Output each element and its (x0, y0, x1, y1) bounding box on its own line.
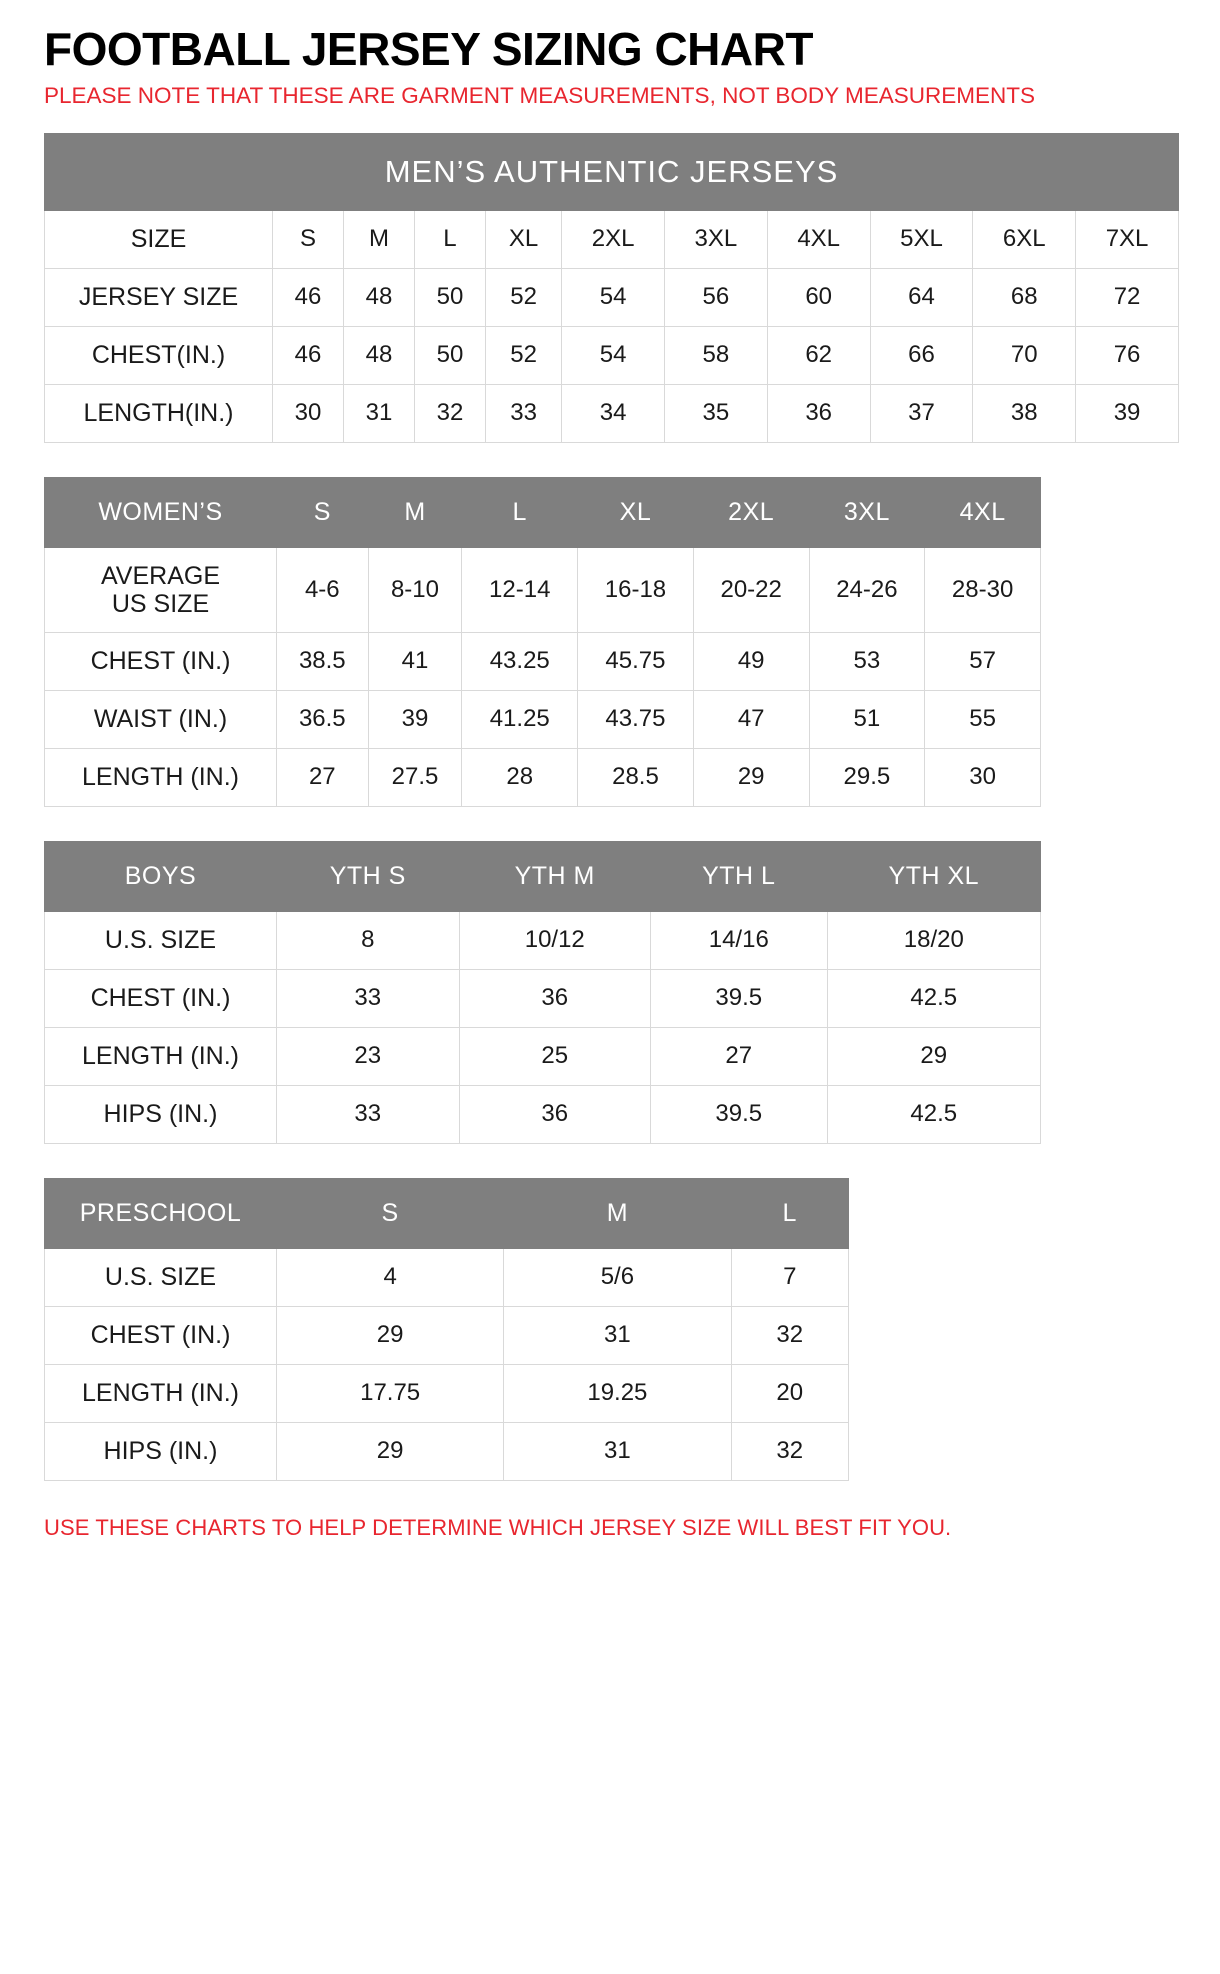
boys-cell: 27 (650, 1027, 827, 1085)
table-row (45, 1248, 849, 1306)
boys-cell: 36 (459, 969, 650, 1027)
boys-cell: 36 (459, 1085, 650, 1143)
preschool-cell: 7 (731, 1248, 849, 1306)
women-row-label: LENGTH (IN.) (45, 748, 277, 806)
footer-note: USE THESE CHARTS TO HELP DETERMINE WHICH JERSEY SIZE WILL BEST FIT YOU. (44, 1514, 952, 1540)
mens-sizing-table (44, 133, 1179, 443)
preschool-cell: 32 (731, 1306, 849, 1364)
preschool-cell: 32 (731, 1422, 849, 1480)
women-cell: 29 (693, 748, 809, 806)
table-row (45, 841, 1041, 911)
men-cell: 30 (273, 384, 344, 442)
men-cell: 72 (1076, 268, 1179, 326)
men-cell: 58 (665, 326, 768, 384)
women-size-header: XL (578, 477, 694, 547)
table-row (45, 1085, 1041, 1143)
women-size-header: S (277, 477, 369, 547)
mens-size-label: SIZE (45, 210, 273, 268)
men-cell: 31 (343, 384, 414, 442)
preschool-table-body (45, 1178, 849, 1480)
table-row (45, 210, 1179, 268)
women-cell: 53 (809, 632, 925, 690)
men-cell: 70 (973, 326, 1076, 384)
men-size-header: L (414, 210, 485, 268)
mens-banner: MEN’S AUTHENTIC JERSEYS (45, 133, 1179, 210)
men-cell: 54 (562, 326, 665, 384)
men-cell: 62 (767, 326, 870, 384)
women-cell: 8-10 (368, 547, 462, 632)
boys-row-label: U.S. SIZE (45, 911, 277, 969)
men-cell: 33 (485, 384, 561, 442)
boys-row-label: LENGTH (IN.) (45, 1027, 277, 1085)
men-size-header: 3XL (665, 210, 768, 268)
boys-cell: 39.5 (650, 969, 827, 1027)
men-size-header: M (343, 210, 414, 268)
table-row (45, 1178, 849, 1248)
men-cell: 34 (562, 384, 665, 442)
men-size-header: 7XL (1076, 210, 1179, 268)
women-cell: 51 (809, 690, 925, 748)
women-cell: 41.25 (462, 690, 578, 748)
table-row (45, 384, 1179, 442)
boys-cell: 42.5 (827, 1085, 1040, 1143)
boys-size-header: YTH M (459, 841, 650, 911)
womens-table-body (45, 477, 1041, 806)
women-cell: 38.5 (277, 632, 369, 690)
preschool-cell: 29 (277, 1422, 504, 1480)
women-cell: 57 (925, 632, 1041, 690)
mens-table-body (45, 133, 1179, 442)
table-row (45, 326, 1179, 384)
women-cell: 43.75 (578, 690, 694, 748)
men-row-label: JERSEY SIZE (45, 268, 273, 326)
boys-size-header: YTH L (650, 841, 827, 911)
women-size-header: L (462, 477, 578, 547)
table-row (45, 1364, 849, 1422)
boys-cell: 33 (277, 1085, 460, 1143)
table-row (45, 1306, 849, 1364)
boys-size-header: YTH XL (827, 841, 1040, 911)
men-cell: 46 (273, 268, 344, 326)
women-cell: 30 (925, 748, 1041, 806)
men-cell: 54 (562, 268, 665, 326)
men-cell: 68 (973, 268, 1076, 326)
boys-table-body (45, 841, 1041, 1143)
men-cell: 35 (665, 384, 768, 442)
boys-cell: 42.5 (827, 969, 1040, 1027)
men-cell: 32 (414, 384, 485, 442)
men-cell: 48 (343, 268, 414, 326)
women-cell: 4-6 (277, 547, 369, 632)
preschool-sizing-table (44, 1178, 849, 1481)
women-size-header: M (368, 477, 462, 547)
measurement-note: PLEASE NOTE THAT THESE ARE GARMENT MEASUREMENTS, NOT BODY MEASUREMENTS (44, 83, 1036, 108)
men-cell: 50 (414, 268, 485, 326)
boys-cell: 14/16 (650, 911, 827, 969)
preschool-row-label: U.S. SIZE (45, 1248, 277, 1306)
preschool-size-header: L (731, 1178, 849, 1248)
boys-cell: 18/20 (827, 911, 1040, 969)
men-cell: 56 (665, 268, 768, 326)
table-row (45, 632, 1041, 690)
table-row (45, 133, 1179, 210)
preschool-cell: 20 (731, 1364, 849, 1422)
preschool-cell: 19.25 (504, 1364, 731, 1422)
men-cell: 38 (973, 384, 1076, 442)
boys-cell: 23 (277, 1027, 460, 1085)
boys-header-label: BOYS (45, 841, 277, 911)
boys-row-label: CHEST (IN.) (45, 969, 277, 1027)
boys-cell: 39.5 (650, 1085, 827, 1143)
boys-cell: 10/12 (459, 911, 650, 969)
preschool-size-header: M (504, 1178, 731, 1248)
women-cell: 41 (368, 632, 462, 690)
women-cell: 43.25 (462, 632, 578, 690)
women-cell: 27.5 (368, 748, 462, 806)
women-row-label: AVERAGE US SIZE (45, 547, 277, 632)
table-row (45, 748, 1041, 806)
boys-sizing-table (44, 841, 1041, 1144)
women-cell: 39 (368, 690, 462, 748)
men-cell: 60 (767, 268, 870, 326)
men-size-header: 6XL (973, 210, 1076, 268)
preschool-size-header: S (277, 1178, 504, 1248)
table-row (45, 477, 1041, 547)
women-cell: 55 (925, 690, 1041, 748)
women-cell: 28-30 (925, 547, 1041, 632)
women-size-header: 3XL (809, 477, 925, 547)
preschool-cell: 4 (277, 1248, 504, 1306)
women-size-header: 4XL (925, 477, 1041, 547)
table-row (45, 969, 1041, 1027)
boys-row-label: HIPS (IN.) (45, 1085, 277, 1143)
table-row (45, 911, 1041, 969)
men-cell: 52 (485, 326, 561, 384)
preschool-row-label: HIPS (IN.) (45, 1422, 277, 1480)
men-size-header: 2XL (562, 210, 665, 268)
table-row (45, 1422, 849, 1480)
preschool-cell: 29 (277, 1306, 504, 1364)
men-cell: 64 (870, 268, 973, 326)
womens-header-label: WOMEN’S (45, 477, 277, 547)
women-cell: 20-22 (693, 547, 809, 632)
women-row-label: WAIST (IN.) (45, 690, 277, 748)
boys-cell: 29 (827, 1027, 1040, 1085)
men-cell: 76 (1076, 326, 1179, 384)
women-cell: 29.5 (809, 748, 925, 806)
women-cell: 27 (277, 748, 369, 806)
men-size-header: XL (485, 210, 561, 268)
women-cell: 24-26 (809, 547, 925, 632)
boys-cell: 25 (459, 1027, 650, 1085)
table-row (45, 1027, 1041, 1085)
men-cell: 48 (343, 326, 414, 384)
men-cell: 50 (414, 326, 485, 384)
women-cell: 36.5 (277, 690, 369, 748)
women-cell: 49 (693, 632, 809, 690)
preschool-row-label: CHEST (IN.) (45, 1306, 277, 1364)
women-cell: 47 (693, 690, 809, 748)
preschool-row-label: LENGTH (IN.) (45, 1364, 277, 1422)
women-size-header: 2XL (693, 477, 809, 547)
men-row-label: LENGTH(IN.) (45, 384, 273, 442)
women-cell: 12-14 (462, 547, 578, 632)
boys-size-header: YTH S (277, 841, 460, 911)
men-size-header: 5XL (870, 210, 973, 268)
men-size-header: 4XL (767, 210, 870, 268)
men-cell: 52 (485, 268, 561, 326)
men-row-label: CHEST(IN.) (45, 326, 273, 384)
womens-sizing-table (44, 477, 1041, 807)
preschool-header-label: PRESCHOOL (45, 1178, 277, 1248)
men-cell: 37 (870, 384, 973, 442)
men-cell: 39 (1076, 384, 1179, 442)
men-cell: 46 (273, 326, 344, 384)
women-cell: 16-18 (578, 547, 694, 632)
table-row (45, 690, 1041, 748)
preschool-cell: 5/6 (504, 1248, 731, 1306)
boys-cell: 33 (277, 969, 460, 1027)
table-row (45, 547, 1041, 632)
women-cell: 28 (462, 748, 578, 806)
women-row-label: CHEST (IN.) (45, 632, 277, 690)
page-title: FOOTBALL JERSEY SIZING CHART (44, 23, 813, 75)
table-row (45, 268, 1179, 326)
preschool-cell: 31 (504, 1422, 731, 1480)
preschool-cell: 31 (504, 1306, 731, 1364)
men-cell: 66 (870, 326, 973, 384)
women-cell: 45.75 (578, 632, 694, 690)
preschool-cell: 17.75 (277, 1364, 504, 1422)
boys-cell: 8 (277, 911, 460, 969)
men-size-header: S (273, 210, 344, 268)
men-cell: 36 (767, 384, 870, 442)
women-cell: 28.5 (578, 748, 694, 806)
